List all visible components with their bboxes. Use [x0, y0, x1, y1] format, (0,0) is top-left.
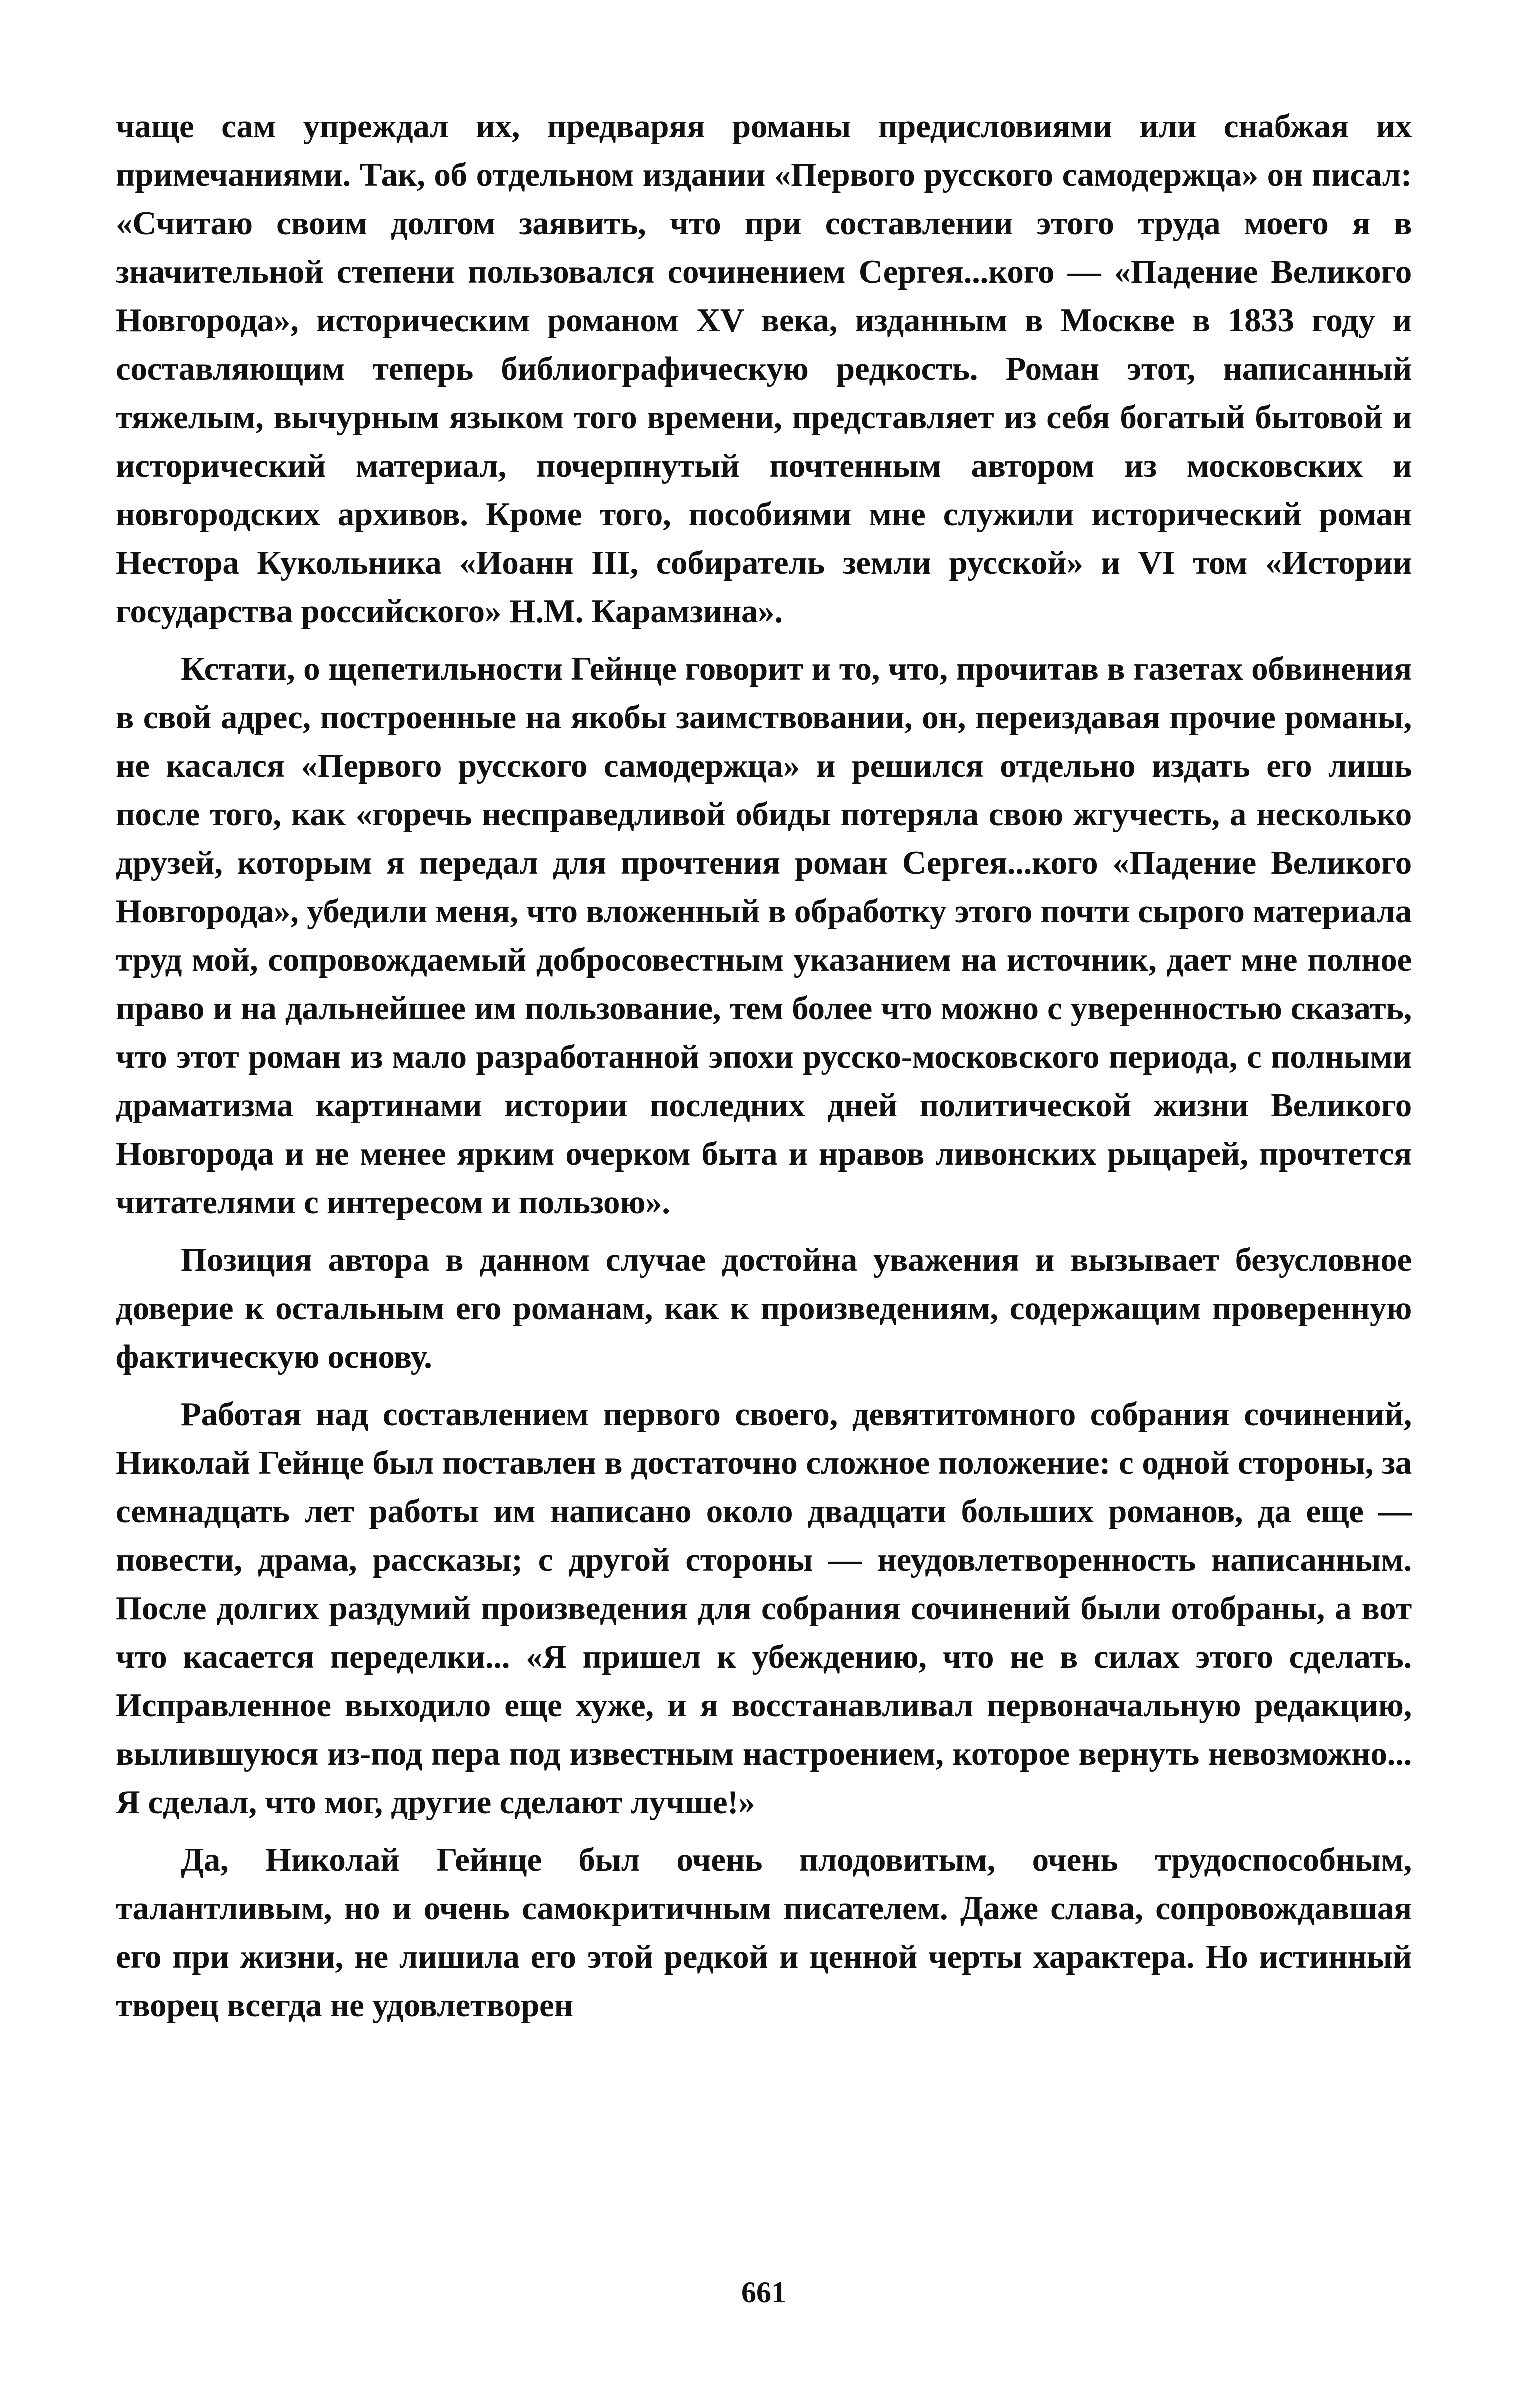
paragraph-prolific-writer: Да, Николай Гейнце был очень плодовитым, очень трудоспособным, талантливым, но и очень самокритичным писателем. Даже слава, сопровождавшая его при жизни, не лишила его этой редкой и ценной черты характера. Но истинный творец всегда не удовлетворен: [116, 1842, 1412, 2024]
paragraph-scrupulousness: Кстати, о щепетильности Гейнце говорит и то, что, прочитав в газетах обвинения в свой адрес, построенные на якобы заимствовании, он, переиздавая прочие романы, не касался «Первого русского самодержца» и решился отдельно издать его лишь после того, как «горечь несправедливой обиды потеряла свою жгучесть, а несколько друзей, которым я передал для прочтения роман Сергея...кого «Падение Великого Новгорода», убедили меня, что вложенный в обработку этого почти сырого материала труд мой, сопровождаемый добросовестным указанием на источник, дает мне полное право и на дальнейшее им пользование, тем более что можно с уверенностью сказать, что этот роман из мало разработанной эпохи русско-московского периода, с полными драматизма картинами истории последних дней политической жизни Великого Новгорода и не менее ярким очерком быта и нравов ливонских рыцарей, прочтется читателями с интересом и пользою».: [116, 650, 1412, 1221]
page-body-text: [116, 102, 1412, 2030]
paragraph-collected-works: Работая над составлением первого своего, девятитомного собрания сочинений, Николай Гейнце был поставлен в достаточно сложное положение: с одной стороны, за семнадцать лет работы им написано около двадцати больших романов, да еще — повести, драма, рассказы; с другой стороны — неудовлетворенность написанным. После долгих раздумий произведения для собрания сочинений были отобраны, а вот что касается переделки... «Я пришел к убеждению, что не в силах этого сделать. Исправленное выходило еще хуже, и я восстанавливал первоначальную редакцию, вылившуюся из-под пера под известным настроением, которое вернуть невозможно... Я сделал, что мог, другие сделают лучше!»: [116, 1396, 1412, 1821]
paragraph-continuation: чаще сам упреждал их, предваряя романы предисловиями или снабжая их примечаниями. Так, об отдельном издании «Первого русского самодержца» он писал: «Считаю своим долгом заявить, что при составлении этого труда моего я в значительной степени пользовался сочинением Сергея...кого — «Падение Великого Новгорода», историческим романом XV века, изданным в Москве в 1833 году и составляющим теперь библиографическую редкость. Роман этот, написанный тяжелым, вычурным языком того времени, представляет из себя богатый бытовой и исторический материал, почерпнутый почтенным автором из московских и новгородских архивов. Кроме того, пособиями мне служили исторический роман Нестора Кукольника «Иоанн III, собиратель земли русской» и VI том «Истории государства российского» Н.М. Карамзина».: [116, 108, 1412, 630]
page-number: 661: [742, 2276, 786, 2309]
paragraph-author-position: Позиция автора в данном случае достойна уважения и вызывает безусловное доверие к остальным его романам, как к произведениям, содержащим проверенную фактическую основу.: [116, 1242, 1412, 1376]
book-page: [116, 102, 1412, 2342]
